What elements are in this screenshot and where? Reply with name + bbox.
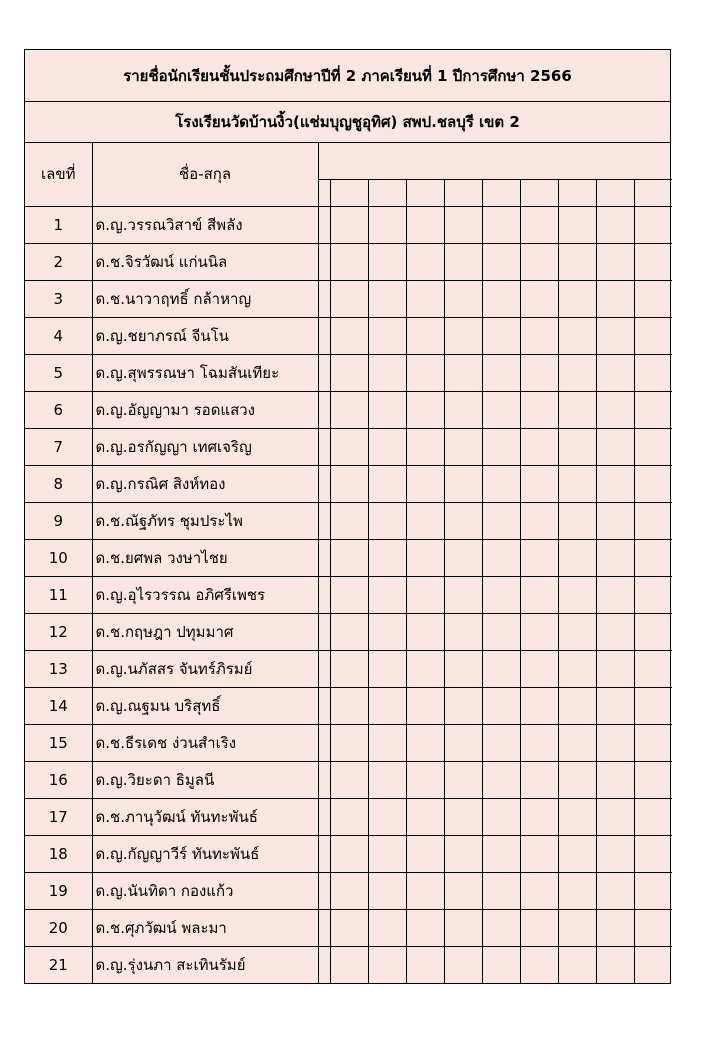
score-cell[interactable] [444,576,482,613]
score-cell[interactable] [596,465,634,502]
score-cell[interactable] [482,872,520,909]
score-cell[interactable] [406,280,444,317]
score-cell[interactable] [482,724,520,761]
score-cell[interactable] [318,872,330,909]
score-cell[interactable] [558,724,596,761]
student-name: ด.ญ.วิยะดา ธิมูลนี [92,761,318,798]
score-cell[interactable] [368,280,406,317]
score-cell[interactable] [558,465,596,502]
score-cell[interactable] [330,243,368,280]
score-cell[interactable] [482,687,520,724]
header-score-cell [558,179,596,206]
score-cell[interactable] [596,724,634,761]
score-cell[interactable] [596,576,634,613]
score-cell[interactable] [318,909,330,946]
score-cell[interactable] [596,280,634,317]
sheet-title: รายชื่อนักเรียนชั้นประถมศึกษาปีที่ 2 ภาคเรียนที่ 1 ปีการศึกษา 2566 [25,50,670,102]
score-cell[interactable] [318,576,330,613]
student-name: ด.ช.ณัฐภัทร ชุมประไพ [92,502,318,539]
score-cell[interactable] [558,872,596,909]
score-cell[interactable] [520,206,558,243]
score-cell[interactable] [520,909,558,946]
score-cell[interactable] [406,391,444,428]
score-cell[interactable] [368,391,406,428]
score-cell[interactable] [368,946,406,983]
score-cell[interactable] [406,317,444,354]
table-row [25,835,672,872]
score-cell[interactable] [634,613,672,650]
score-cell[interactable] [368,465,406,502]
student-name: ด.ญ.ชยาภรณ์ จีนโน [92,317,318,354]
header-score-cell [482,179,520,206]
score-cell[interactable] [520,650,558,687]
score-cell[interactable] [330,909,368,946]
student-number: 16 [25,761,92,798]
score-cell[interactable] [406,576,444,613]
score-cell[interactable] [520,317,558,354]
table-row [25,576,672,613]
score-cell[interactable] [558,243,596,280]
score-cell[interactable] [406,872,444,909]
table-row [25,354,672,391]
score-cell[interactable] [406,613,444,650]
score-cell[interactable] [330,724,368,761]
student-number: 10 [25,539,92,576]
score-cell[interactable] [444,872,482,909]
score-cell[interactable] [368,909,406,946]
score-cell[interactable] [596,946,634,983]
score-cell[interactable] [368,724,406,761]
score-cell[interactable] [444,428,482,465]
score-cell[interactable] [482,650,520,687]
score-cell[interactable] [634,502,672,539]
score-cell[interactable] [558,317,596,354]
table-row [25,798,672,835]
score-cell[interactable] [596,502,634,539]
score-cell[interactable] [318,354,330,391]
score-cell[interactable] [318,502,330,539]
score-cell[interactable] [330,613,368,650]
student-rows [25,206,672,983]
score-cell[interactable] [318,724,330,761]
score-cell[interactable] [482,761,520,798]
student-number: 18 [25,835,92,872]
score-cell[interactable] [558,761,596,798]
score-cell[interactable] [368,835,406,872]
student-number: 9 [25,502,92,539]
score-cell[interactable] [330,650,368,687]
score-cell[interactable] [558,687,596,724]
score-cell[interactable] [634,243,672,280]
score-cell[interactable] [520,724,558,761]
score-cell[interactable] [406,798,444,835]
score-cell[interactable] [444,502,482,539]
score-cell[interactable] [330,835,368,872]
score-cell[interactable] [596,872,634,909]
score-cell[interactable] [520,354,558,391]
score-cell[interactable] [406,465,444,502]
score-cell[interactable] [330,761,368,798]
score-cell[interactable] [368,650,406,687]
student-name: ด.ช.ภานุวัฒน์ ทันทะพันธ์ [92,798,318,835]
score-cell[interactable] [558,613,596,650]
student-number: 2 [25,243,92,280]
header-score-cell [520,179,558,206]
header-name: ชื่อ-สกุล [92,143,318,206]
score-cell[interactable] [558,650,596,687]
score-cell[interactable] [596,835,634,872]
score-cell[interactable] [482,946,520,983]
table-row [25,428,672,465]
score-cell[interactable] [318,428,330,465]
header-score-cell [406,179,444,206]
student-name: ด.ช.ยศพล วงษาไชย [92,539,318,576]
score-cell[interactable] [318,613,330,650]
student-number: 17 [25,798,92,835]
student-number: 5 [25,354,92,391]
student-name: ด.ญ.สุพรรณษา โฉมสันเทียะ [92,354,318,391]
score-cell[interactable] [558,391,596,428]
score-cell[interactable] [482,835,520,872]
score-cell[interactable] [406,761,444,798]
score-cell[interactable] [596,428,634,465]
student-name: ด.ญ.นันทิดา กองแก้ว [92,872,318,909]
table-row [25,650,672,687]
score-cell[interactable] [330,465,368,502]
score-cell[interactable] [558,502,596,539]
score-cell[interactable] [520,798,558,835]
student-name: ด.ช.ธีรเดช ง่วนสำเริง [92,724,318,761]
score-cell[interactable] [520,243,558,280]
score-cell[interactable] [596,354,634,391]
score-cell[interactable] [634,391,672,428]
table-row [25,946,672,983]
score-cell[interactable] [444,317,482,354]
student-name: ด.ญ.รุ่งนภา สะเทินรัมย์ [92,946,318,983]
score-cell[interactable] [634,798,672,835]
score-cell[interactable] [482,539,520,576]
score-cell[interactable] [318,946,330,983]
score-cell[interactable] [558,798,596,835]
score-cell[interactable] [558,354,596,391]
student-number: 11 [25,576,92,613]
score-cell[interactable] [634,465,672,502]
score-cell[interactable] [444,391,482,428]
score-cell[interactable] [520,502,558,539]
score-cell[interactable] [558,206,596,243]
student-number: 21 [25,946,92,983]
score-cell[interactable] [596,539,634,576]
score-cell[interactable] [406,243,444,280]
table-row [25,909,672,946]
score-cell[interactable] [368,354,406,391]
score-cell[interactable] [634,835,672,872]
table-row [25,391,672,428]
score-cell[interactable] [444,465,482,502]
student-number: 6 [25,391,92,428]
score-cell[interactable] [406,502,444,539]
table-row [25,317,672,354]
score-cell[interactable] [482,243,520,280]
student-name: ด.ญ.วรรณวิสาข์ สีพลัง [92,206,318,243]
student-name: ด.ญ.นภัสสร จันทร์ภิรมย์ [92,650,318,687]
score-cell[interactable] [482,613,520,650]
score-cell[interactable] [634,909,672,946]
score-cell[interactable] [520,391,558,428]
score-cell[interactable] [444,243,482,280]
score-cell[interactable] [318,317,330,354]
score-cell[interactable] [318,539,330,576]
score-cell[interactable] [318,391,330,428]
score-cell[interactable] [368,502,406,539]
score-cell[interactable] [634,354,672,391]
score-cell[interactable] [368,872,406,909]
score-cell[interactable] [520,465,558,502]
score-cell[interactable] [444,206,482,243]
score-cell[interactable] [444,798,482,835]
score-cell[interactable] [330,280,368,317]
student-name: ด.ญ.อุไรวรรณ อภิศรีเพชร [92,576,318,613]
score-cell[interactable] [634,576,672,613]
score-cell[interactable] [330,428,368,465]
score-cell[interactable] [634,650,672,687]
score-cell[interactable] [520,687,558,724]
score-cell[interactable] [406,687,444,724]
table-row [25,539,672,576]
score-cell[interactable] [482,465,520,502]
score-cell[interactable] [444,354,482,391]
score-cell[interactable] [634,724,672,761]
score-cell[interactable] [482,317,520,354]
score-cell[interactable] [558,946,596,983]
student-number: 8 [25,465,92,502]
score-cell[interactable] [318,650,330,687]
student-name: ด.ช.จิรวัฒน์ แก่นนิล [92,243,318,280]
score-cell[interactable] [634,872,672,909]
score-cell[interactable] [368,687,406,724]
score-cell[interactable] [482,909,520,946]
score-cell[interactable] [482,354,520,391]
score-cell[interactable] [634,317,672,354]
table-row [25,465,672,502]
header-score-cell [330,179,368,206]
score-cell[interactable] [634,946,672,983]
student-number: 3 [25,280,92,317]
score-cell[interactable] [634,761,672,798]
school-subtitle: โรงเรียนวัดบ้านงิ้ว(แช่มบุญชูอุทิศ) สพป.ชลบุรี เขต 2 [25,102,670,143]
student-name: ด.ญ.อรกัญญา เทศเจริญ [92,428,318,465]
score-cell[interactable] [406,539,444,576]
score-cell[interactable] [444,835,482,872]
table-row [25,613,672,650]
student-name: ด.ญ.อัญญามา รอดแสวง [92,391,318,428]
score-cell[interactable] [596,391,634,428]
score-cell[interactable] [406,909,444,946]
score-cell[interactable] [318,280,330,317]
score-cell[interactable] [330,798,368,835]
score-cell[interactable] [368,428,406,465]
score-cell[interactable] [444,280,482,317]
score-cell[interactable] [634,280,672,317]
score-cell[interactable] [634,687,672,724]
score-cell[interactable] [406,724,444,761]
score-cell[interactable] [596,650,634,687]
score-cell[interactable] [330,354,368,391]
score-cell[interactable] [330,502,368,539]
score-cell[interactable] [318,761,330,798]
score-cell[interactable] [330,872,368,909]
score-cell[interactable] [520,539,558,576]
score-cell[interactable] [482,428,520,465]
score-cell[interactable] [406,354,444,391]
score-cell[interactable] [318,687,330,724]
student-number: 1 [25,206,92,243]
score-cell[interactable] [444,946,482,983]
score-cell[interactable] [558,280,596,317]
score-cell[interactable] [444,909,482,946]
score-cell[interactable] [444,650,482,687]
student-name: ด.ช.กฤษฎา ปทุมมาศ [92,613,318,650]
student-number: 4 [25,317,92,354]
score-cell[interactable] [482,502,520,539]
score-cell[interactable] [520,872,558,909]
table-row [25,687,672,724]
score-cell[interactable] [368,613,406,650]
header-score-cell [318,179,330,206]
table-row [25,206,672,243]
score-cell[interactable] [558,428,596,465]
score-cell[interactable] [520,946,558,983]
score-cell[interactable] [406,835,444,872]
score-cell[interactable] [596,317,634,354]
score-cell[interactable] [596,613,634,650]
header-score-cell [444,179,482,206]
table-row [25,761,672,798]
score-cell[interactable] [330,946,368,983]
score-cell[interactable] [368,539,406,576]
student-number: 20 [25,909,92,946]
score-cell[interactable] [330,576,368,613]
header-score-group [318,143,672,179]
score-cell[interactable] [520,761,558,798]
table-row [25,502,672,539]
score-cell[interactable] [634,206,672,243]
student-number: 14 [25,687,92,724]
score-cell[interactable] [318,798,330,835]
table-row [25,872,672,909]
score-cell[interactable] [482,798,520,835]
score-cell[interactable] [368,576,406,613]
score-cell[interactable] [558,539,596,576]
score-cell[interactable] [444,761,482,798]
score-cell[interactable] [330,206,368,243]
student-list-sheet [24,49,671,984]
score-cell[interactable] [330,539,368,576]
score-cell[interactable] [482,206,520,243]
student-number: 7 [25,428,92,465]
header-number: เลขที่ [25,143,92,206]
score-cell[interactable] [558,576,596,613]
score-cell[interactable] [444,613,482,650]
score-cell[interactable] [444,724,482,761]
score-cell[interactable] [330,391,368,428]
score-cell[interactable] [368,243,406,280]
student-name: ด.ช.ศุภวัฒน์ พละมา [92,909,318,946]
score-cell[interactable] [482,280,520,317]
score-cell[interactable] [406,428,444,465]
score-cell[interactable] [520,576,558,613]
student-name: ด.ญ.กรณิศ สิงห์ทอง [92,465,318,502]
score-cell[interactable] [368,317,406,354]
score-cell[interactable] [558,835,596,872]
score-cell[interactable] [406,206,444,243]
score-cell[interactable] [520,428,558,465]
student-name: ด.ช.นาวาฤทธิ์ กล้าหาญ [92,280,318,317]
score-cell[interactable] [596,687,634,724]
score-cell[interactable] [368,206,406,243]
table-row [25,280,672,317]
header-score-cell [634,179,672,206]
student-number: 19 [25,872,92,909]
score-cell[interactable] [558,909,596,946]
score-cell[interactable] [318,465,330,502]
score-cell[interactable] [596,206,634,243]
score-cell[interactable] [520,613,558,650]
score-cell[interactable] [368,761,406,798]
score-cell[interactable] [318,206,330,243]
score-cell[interactable] [596,761,634,798]
score-cell[interactable] [444,539,482,576]
score-cell[interactable] [330,687,368,724]
score-cell[interactable] [596,909,634,946]
score-cell[interactable] [482,576,520,613]
student-number: 15 [25,724,92,761]
score-cell[interactable] [520,835,558,872]
student-name: ด.ญ.ณฐมน บริสุทธิ์ [92,687,318,724]
score-cell[interactable] [406,946,444,983]
student-number: 13 [25,650,92,687]
score-cell[interactable] [634,428,672,465]
score-cell[interactable] [482,391,520,428]
score-cell[interactable] [318,243,330,280]
header-score-cell [368,179,406,206]
score-cell[interactable] [596,243,634,280]
score-cell[interactable] [444,687,482,724]
score-cell[interactable] [368,798,406,835]
score-cell[interactable] [520,280,558,317]
header-score-cell [596,179,634,206]
score-cell[interactable] [596,798,634,835]
student-table [25,143,672,983]
score-cell[interactable] [318,835,330,872]
score-cell[interactable] [634,539,672,576]
score-cell[interactable] [406,650,444,687]
score-cell[interactable] [330,317,368,354]
table-row [25,243,672,280]
student-number: 12 [25,613,92,650]
table-row [25,724,672,761]
student-name: ด.ญ.กัญญาวีร์ ทันทะพันธ์ [92,835,318,872]
